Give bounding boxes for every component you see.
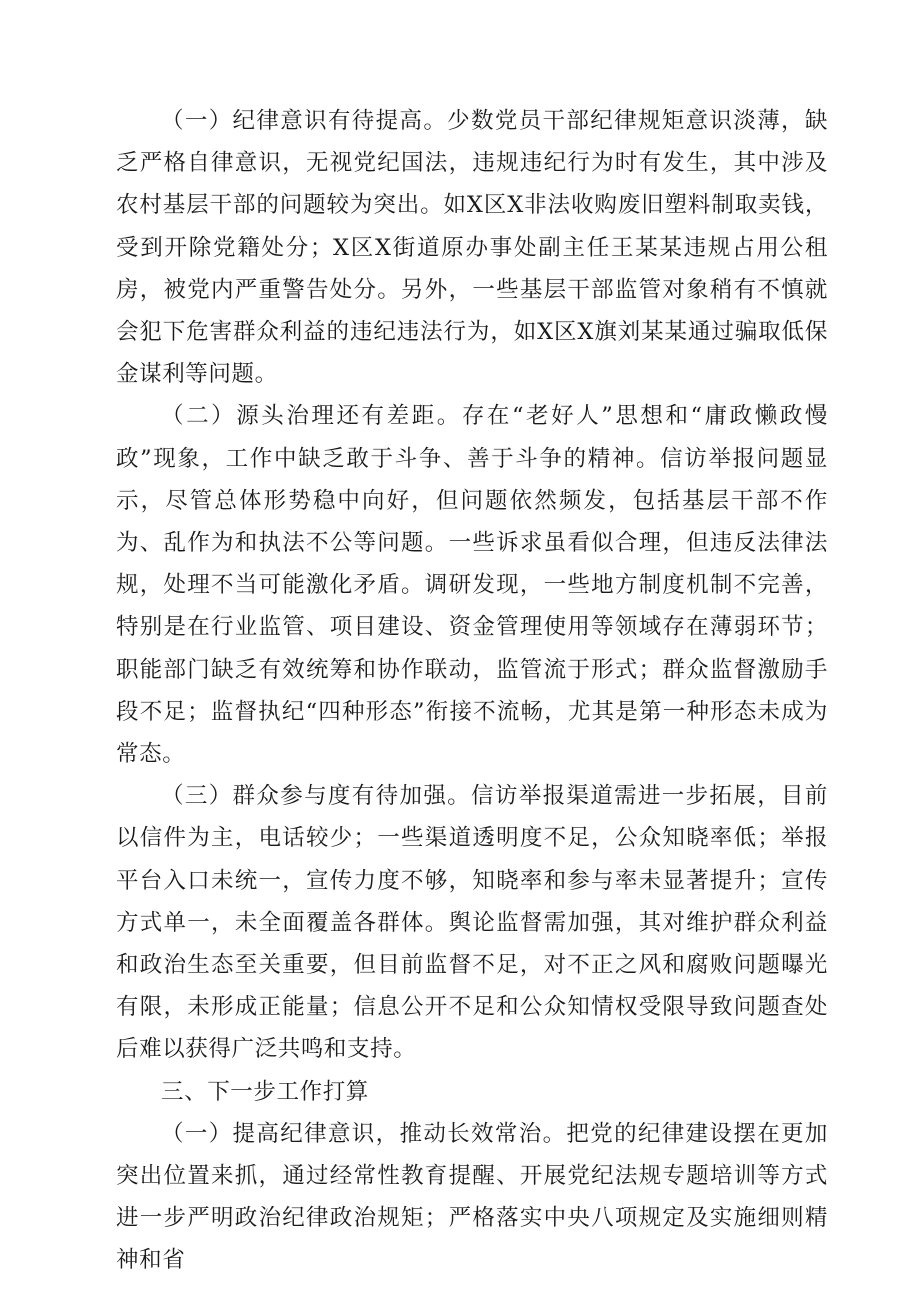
section-heading-next-steps: 三、下一步工作打算 <box>161 1078 369 1105</box>
document-body <box>116 100 828 1282</box>
paragraph-improve-discipline: （一）提高纪律意识，推动长效常治。把党的纪律建设摆在更加突出位置来抓，通过经常性教育提醒、开展党纪法规专题培训等方式进一步严明政治纪律政治规矩；严格落实中央八项规定及实施细则精神和省 <box>116 1120 828 1274</box>
paragraph-public-participation: （三）群众参与度有待加强。信访举报渠道需进一步拓展，目前以信件为主，电话较少；一些渠道透明度不足，公众知晓率低；举报平台入口未统一，宣传力度不够，知晓率和参与率未显著提升；宣传方式单一，未全面覆盖各群体。舆论监督需加强，其对维护群众利益和政治生态至关重要，但目前监督不足，对不正之风和腐败问题曝光有限，未形成正能量；信息公开不足和公众知情权受限导致问题查处后难以获得广泛共鸣和支持。 <box>116 783 828 1063</box>
paragraph-discipline-awareness: （一）纪律意识有待提高。少数党员干部纪律规矩意识淡薄，缺乏严格自律意识，无视党纪国法，违规违纪行为时有发生，其中涉及农村基层干部的问题较为突出。如X区X非法收购废旧塑料制取卖钱，受到开除党籍处分；X区X街道原办事处副主任王某某违规占用公租房，被党内严重警告处分。另外，一些基层干部监管对象稍有不慎就会犯下危害群众利益的违纪违法行为，如X区X旗刘某某通过骗取低保金谋利等问题。 <box>116 108 828 388</box>
paragraph-source-governance: （二）源头治理还有差距。存在“老好人”思想和“庸政懒政慢政”现象，工作中缺乏敢于斗争、善于斗争的精神。信访举报问题显示，尽管总体形势稳中向好，但问题依然频发，包括基层干部不作为、乱作为和执法不公等问题。一些诉求虽看似合理，但违反法律法规，处理不当可能激化矛盾。调研发现，一些地方制度机制不完善，特别是在行业监管、项目建设、资金管理使用等领域存在薄弱环节；职能部门缺乏有效统筹和协作联动，监管流于形式；群众监督激励手段不足；监督执纪“四种形态”衔接不流畅，尤其是第一种形态未成为常态。 <box>116 403 828 768</box>
